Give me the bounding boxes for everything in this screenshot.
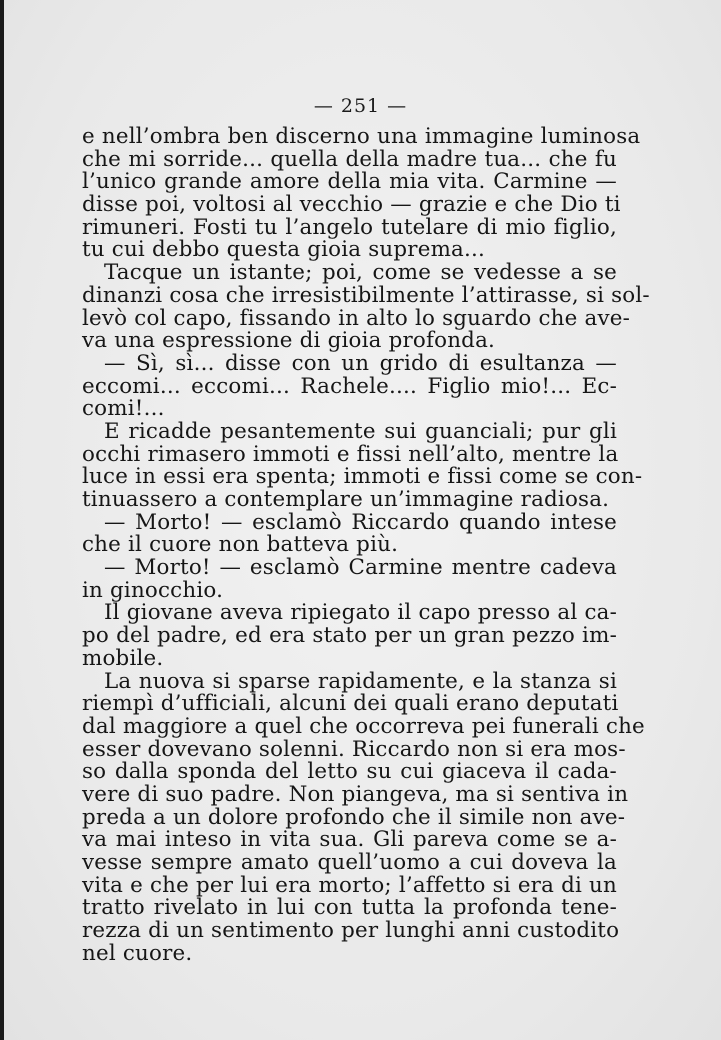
text-line: che mi sorride... quella della madre tua... che fu [82,146,617,172]
text-line: rezza di un sentimento per lunghi anni custodito [82,918,620,944]
text-line: esser dovevano solenni. Riccardo non si era mos- [82,736,626,762]
text-line: tinuassero a contemplare un’immagine radiosa. [82,487,610,512]
text-line: riempì d’ufficiali, alcuni dei quali erano deputati [82,691,619,717]
text-line: — Morto! — esclamò Riccardo quando intese [104,509,617,535]
text-line: che il cuore non batteva più. [82,532,399,558]
text-line: vesse sempre amato quell’uomo a cui doveva la [82,850,617,875]
text-line: disse poi, voltosi al vecchio — grazie e che Dio ti [82,192,621,218]
text-line: l’unico grande amore della mia vita. Carmine — [82,169,617,195]
text-line: La nuova si sparse rapidamente, e la stanza si [104,668,617,694]
text-line: occhi rimasero immoti e fissi nell’alto, mentre la [82,441,619,467]
text-line: tu cui debbo questa gioia suprema... [82,237,486,263]
text-line: va mai inteso in vita sua. Gli pareva come se a- [82,827,617,853]
text-line: vita e che per lui era morto; l’affetto si era di un [82,872,617,898]
page-number: — 251 — [313,95,408,117]
text-line: comi!... [82,396,165,422]
text-line: in ginocchio. [82,577,224,603]
text-line: levò col capo, fissando in alto lo sguardo che ave- [82,305,631,331]
text-line: Il giovane aveva ripiegato il capo presso al ca- [104,600,617,626]
body-text [82,124,650,966]
text-line: so dalla sponda del letto su cui giaceva il cada- [82,759,617,785]
page-binding-edge [0,0,4,1040]
text-line: vere di suo padre. Non piangeva, ma si sentiva in [82,781,629,807]
text-line: nel cuore. [82,940,193,966]
text-line: mobile. [82,645,164,671]
text-line: tratto rivelato in lui con tutta la profonda tene- [82,895,617,921]
text-line: dal maggiore a quel che occorreva pei funerali che [82,713,645,739]
text-line: eccomi... eccomi... Rachele.... Figlio mio!... Ec- [82,373,617,399]
text-line: luce in essi era spenta; immoti e fissi come se con- [82,464,643,490]
text-line: — Morto! — esclamò Carmine mentre cadeva [104,555,617,581]
text-line: po del padre, ed era stato per un gran pezzo im- [82,623,617,649]
text-line: E ricadde pesantemente sui guanciali; pur gli [104,418,617,444]
text-line: Tacque un istante; poi, come se vedesse a se [104,260,617,286]
text-line: — Sì, sì... disse con un grido di esultanza — [104,350,617,376]
text-line: va una espressione di gioia profonda. [82,328,496,354]
text-line: rimuneri. Fosti tu l’angelo tutelare di mio figlio, [82,214,617,240]
text-line: dinanzi cosa che irresistibilmente l’attirasse, si sol- [82,282,650,308]
text-line: e nell’ombra ben discerno una immagine luminosa [82,124,641,149]
text-line: preda a un dolore profondo che il simile non ave- [82,804,626,830]
